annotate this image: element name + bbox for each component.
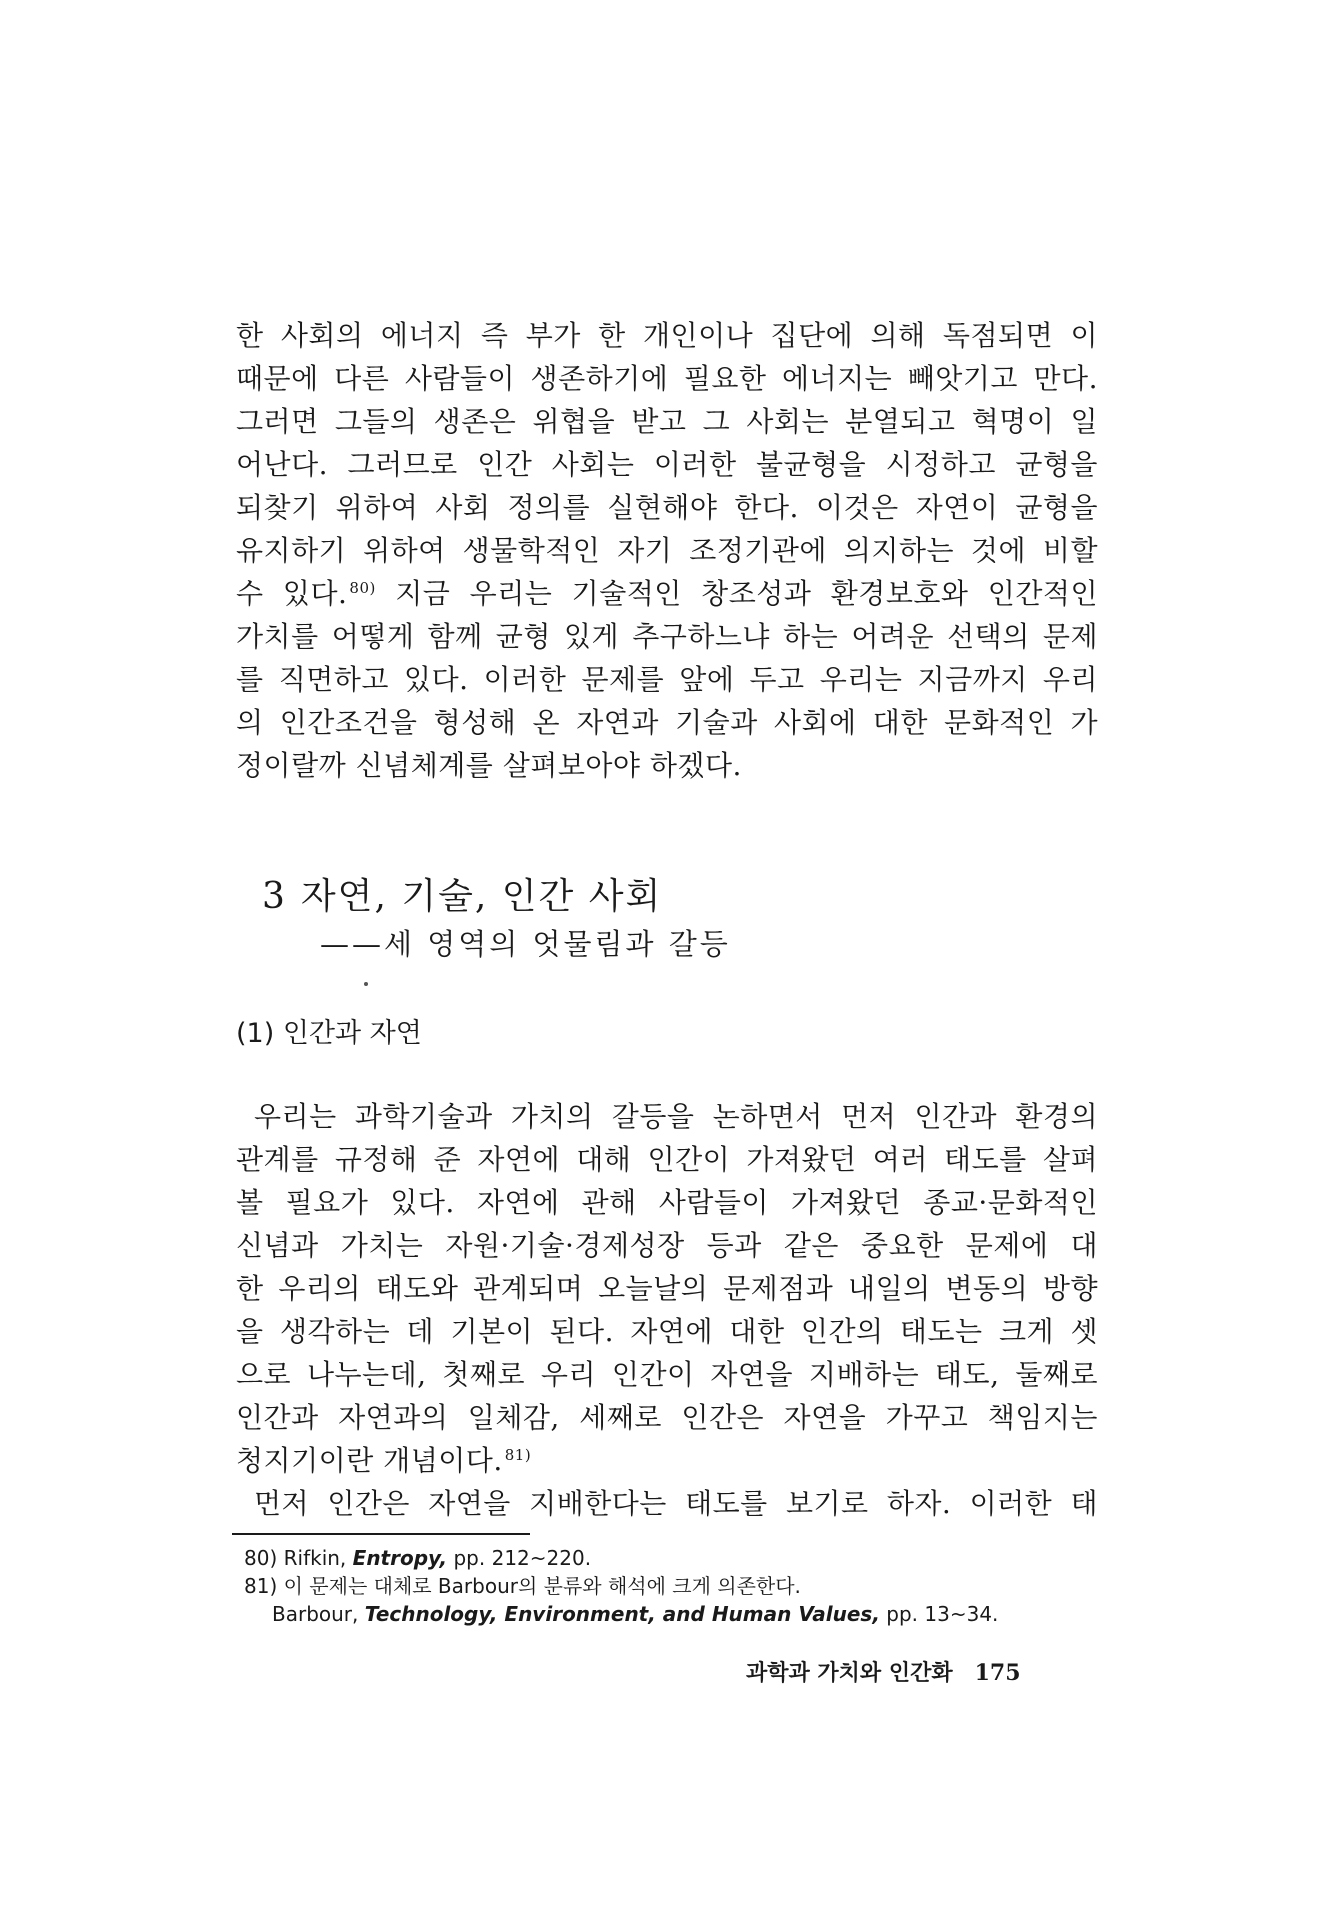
section-number: 3 <box>262 876 287 917</box>
line-text: 지금 우리는 기술적인 창조성과 환경보호와 인간적인 <box>375 577 1098 610</box>
footnote-label: 81) <box>244 1574 278 1598</box>
footnote-title: Entropy, <box>352 1546 448 1570</box>
body-line: 때문에 다른 사람들이 생존하기에 필요한 에너지는 빼앗기고 만다. <box>236 362 1098 395</box>
body-line: 관계를 규정해 준 자연에 대해 인간이 가져왔던 여러 태도를 살펴 <box>236 1143 1098 1176</box>
page-number: 175 <box>974 1660 1021 1686</box>
footnote-ref-80: 80) <box>349 578 376 597</box>
body-line: 한 사회의 에너지 즉 부가 한 개인이나 집단에 의해 독점되면 이 <box>236 319 1098 352</box>
footnote-divider <box>232 1533 530 1535</box>
footnote-81-reference <box>272 1600 998 1628</box>
body-line: 으로 나누는데, 첫째로 우리 인간이 자연을 지배하는 태도, 둘째로 <box>236 1358 1098 1391</box>
footnote-pages: pp. 13~34. <box>886 1602 999 1626</box>
body-line: 을 생각하는 데 기본이 된다. 자연에 대한 인간의 태도는 크게 셋 <box>236 1315 1098 1348</box>
running-title: 과학과 가치와 인간화 <box>746 1660 953 1686</box>
footnote-title: Technology, Environment, and Human Values, <box>364 1602 880 1626</box>
footnote-author: Barbour, <box>272 1602 359 1626</box>
body-line: 어난다. 그러므로 인간 사회는 이러한 불균형을 시정하고 균형을 <box>236 448 1098 481</box>
body-line: 인간과 자연과의 일체감, 세째로 인간은 자연을 가꾸고 책임지는 <box>236 1401 1098 1434</box>
line-text: 청지기이란 개념이다. <box>236 1444 503 1477</box>
body-line: 신념과 가치는 자원·기술·경제성장 등과 같은 중요한 문제에 대 <box>236 1229 1098 1262</box>
body-line: 유지하기 위하여 생물학적인 자기 조정기관에 의지하는 것에 비할 <box>236 534 1098 567</box>
section-subtitle: ——세 영역의 엇물림과 갈등 <box>320 927 731 961</box>
body-line-with-footnote-ref <box>236 1441 1098 1481</box>
paragraph-3: 먼저 인간은 자연을 지배한다는 태도를 보기로 하자. 이러한 태 <box>254 1487 1098 1520</box>
print-speck <box>364 982 368 986</box>
footnote-label: 80) <box>244 1546 278 1570</box>
subsection-title: (1) 인간과 자연 <box>236 1018 422 1049</box>
line-text: 수 있다. <box>236 577 348 610</box>
footnote-80 <box>244 1544 591 1572</box>
footnote-pages: pp. 212~220. <box>453 1546 592 1570</box>
body-line: 의 인간조건을 형성해 온 자연과 기술과 사회에 대한 문화적인 가 <box>236 706 1098 739</box>
body-line-with-footnote-ref <box>236 574 1098 614</box>
section-title: 자연, 기술, 인간 사회 <box>300 876 663 917</box>
footnote-81 <box>244 1572 801 1600</box>
footnote-ref-81: 81) <box>504 1445 532 1464</box>
body-line: 정이랄까 신념체계를 살펴보아야 하겠다. <box>236 749 742 782</box>
footnote-text: 이 문제는 대체로 Barbour의 분류와 해석에 크게 의존한다. <box>283 1574 801 1598</box>
body-line: 를 직면하고 있다. 이러한 문제를 앞에 두고 우리는 지금까지 우리 <box>236 663 1098 696</box>
body-line: 우리는 과학기술과 가치의 갈등을 논하면서 먼저 인간과 환경의 <box>254 1100 1098 1133</box>
page-footer <box>746 1658 1021 1688</box>
body-line: 가치를 어떻게 함께 균형 있게 추구하느냐 하는 어려운 선택의 문제 <box>236 620 1098 653</box>
section-heading <box>262 872 662 922</box>
body-line: 한 우리의 태도와 관계되며 오늘날의 문제점과 내일의 변동의 방향 <box>236 1272 1098 1305</box>
body-line: 볼 필요가 있다. 자연에 관해 사람들이 가져왔던 종교·문화적인 <box>236 1186 1098 1219</box>
body-line: 그러면 그들의 생존은 위협을 받고 그 사회는 분열되고 혁명이 일 <box>236 405 1098 438</box>
body-line: 되찾기 위하여 사회 정의를 실현해야 한다. 이것은 자연이 균형을 <box>236 491 1098 524</box>
footnote-author: Rifkin, <box>283 1546 347 1570</box>
